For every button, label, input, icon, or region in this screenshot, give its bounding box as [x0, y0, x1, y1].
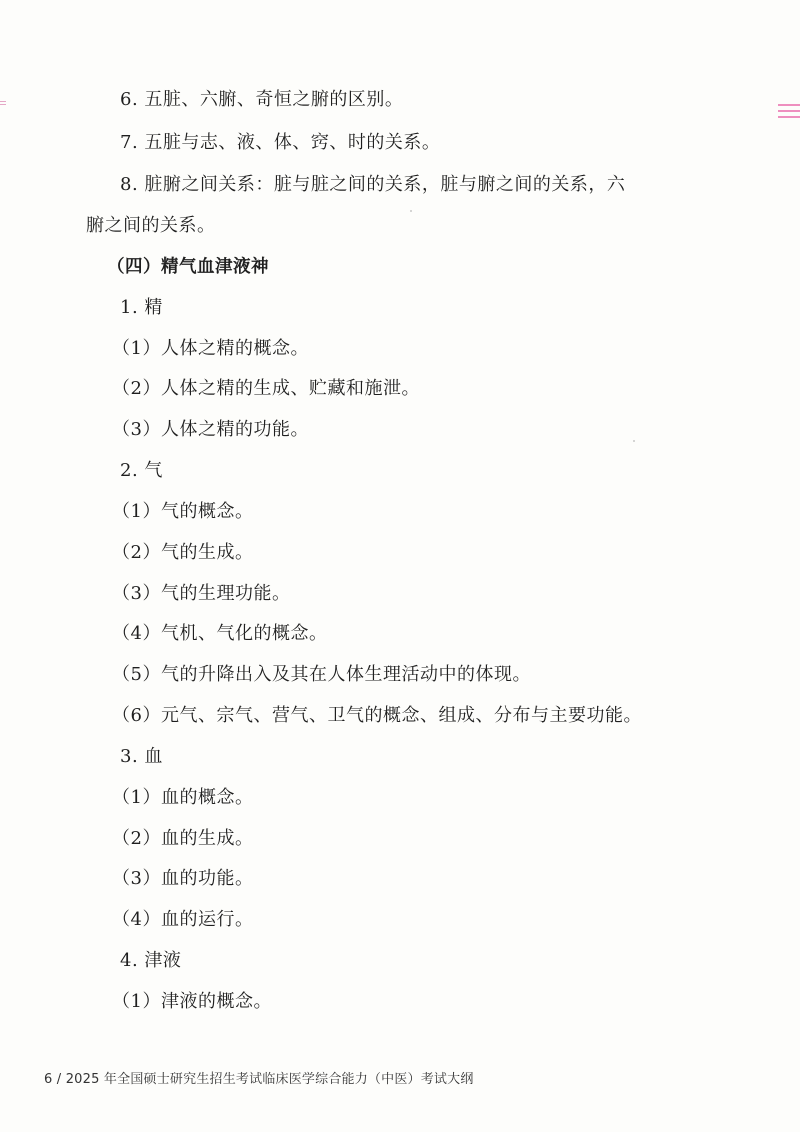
scan-edge-mark-right: [778, 110, 800, 112]
item-line: （1）人体之精的概念。: [112, 338, 309, 359]
scan-speck: [633, 440, 635, 442]
item-line: （4）血的运行。: [112, 909, 254, 930]
subsection-title: 1. 精: [120, 297, 163, 318]
subsection-title: 3. 血: [120, 746, 163, 767]
item-line: （3）人体之精的功能。: [112, 419, 309, 440]
item-line: （1）津液的概念。: [112, 991, 272, 1012]
scan-edge-mark-right: [778, 104, 800, 106]
item-line: （2）血的生成。: [112, 828, 254, 849]
scan-edge-mark-right: [778, 116, 800, 118]
section-heading: （四）精气血津液神: [107, 257, 269, 277]
item-line: （3）气的生理功能。: [112, 583, 291, 604]
item-line: 8. 脏腑之间关系：脏与脏之间的关系，脏与腑之间的关系，六: [120, 174, 626, 195]
item-line: （4）气机、气化的概念。: [112, 623, 328, 644]
item-line: 6. 五脏、六腑、奇恒之腑的区别。: [120, 89, 404, 110]
page-footer: 6 / 2025 年全国硕士研究生招生考试临床医学综合能力（中医）考试大纲: [44, 1072, 474, 1087]
item-line: （5）气的升降出入及其在人体生理活动中的体现。: [112, 664, 531, 685]
scan-speck: [410, 210, 412, 212]
item-line: （1）血的概念。: [112, 787, 254, 808]
item-line: 腑之间的关系。: [86, 215, 216, 236]
item-line: （6）元气、宗气、营气、卫气的概念、组成、分布与主要功能。: [112, 705, 642, 726]
subsection-title: 4. 津液: [120, 950, 182, 971]
subsection-title: 2. 气: [120, 460, 163, 481]
item-line: 7. 五脏与志、液、体、窍、时的关系。: [120, 132, 441, 153]
item-line: （2）人体之精的生成、贮藏和施泄。: [112, 378, 420, 399]
item-line: （1）气的概念。: [112, 501, 254, 522]
item-line: （2）气的生成。: [112, 542, 254, 563]
item-line: （3）血的功能。: [112, 868, 254, 889]
scan-edge-mark-left: [0, 101, 6, 102]
scan-edge-mark-left: [0, 104, 6, 105]
